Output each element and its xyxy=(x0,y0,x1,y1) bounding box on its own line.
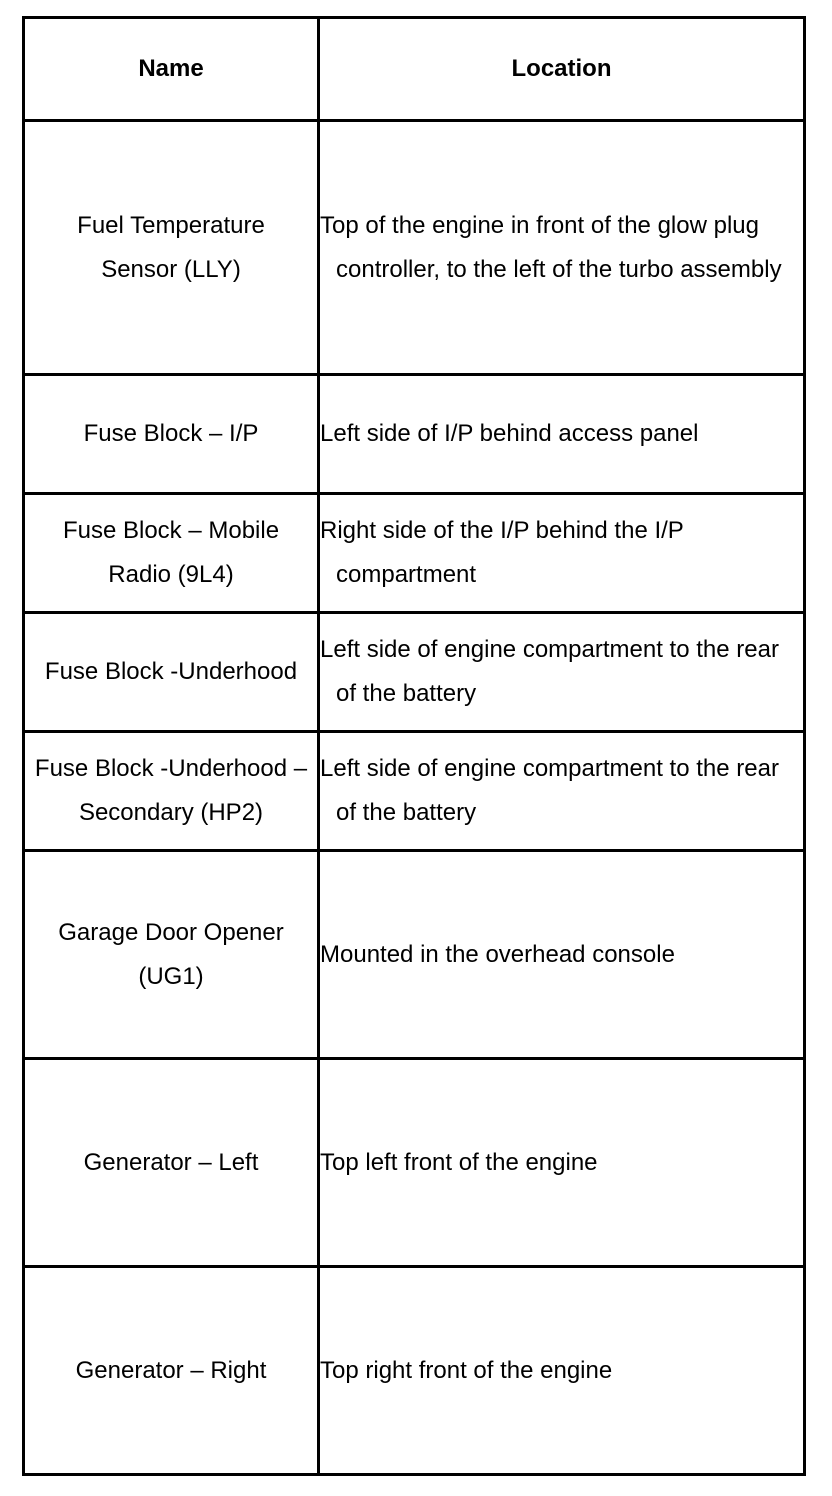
row-name: Fuse Block -Underhood xyxy=(24,613,319,732)
table-row xyxy=(24,375,805,494)
table-row xyxy=(24,851,805,1059)
component-location-table xyxy=(22,16,806,1476)
table-row xyxy=(24,494,805,613)
row-name: Fuse Block – I/P xyxy=(24,375,319,494)
row-name: Fuel Temperature Sensor (LLY) xyxy=(24,121,319,375)
row-name: Fuse Block -Underhood – Secondary (HP2) xyxy=(24,732,319,851)
table-row xyxy=(24,1059,805,1267)
row-location: Right side of the I/P behind the I/P compartment xyxy=(319,494,805,613)
table-row xyxy=(24,732,805,851)
header-name: Name xyxy=(24,18,319,121)
row-location: Top left front of the engine xyxy=(319,1059,805,1267)
row-location: Left side of engine compartment to the rear of the battery xyxy=(319,613,805,732)
table-row xyxy=(24,1267,805,1475)
row-name: Fuse Block – Mobile Radio (9L4) xyxy=(24,494,319,613)
row-name: Garage Door Opener (UG1) xyxy=(24,851,319,1059)
row-location: Left side of I/P behind access panel xyxy=(319,375,805,494)
row-location: Mounted in the overhead console xyxy=(319,851,805,1059)
row-location: Top right front of the engine xyxy=(319,1267,805,1475)
row-name: Generator – Left xyxy=(24,1059,319,1267)
table-header-row xyxy=(24,18,805,121)
table-row xyxy=(24,121,805,375)
row-location: Left side of engine compartment to the rear of the battery xyxy=(319,732,805,851)
row-location: Top of the engine in front of the glow plug controller, to the left of the turbo assembly xyxy=(319,121,805,375)
row-name: Generator – Right xyxy=(24,1267,319,1475)
header-location: Location xyxy=(319,18,805,121)
table-row xyxy=(24,613,805,732)
